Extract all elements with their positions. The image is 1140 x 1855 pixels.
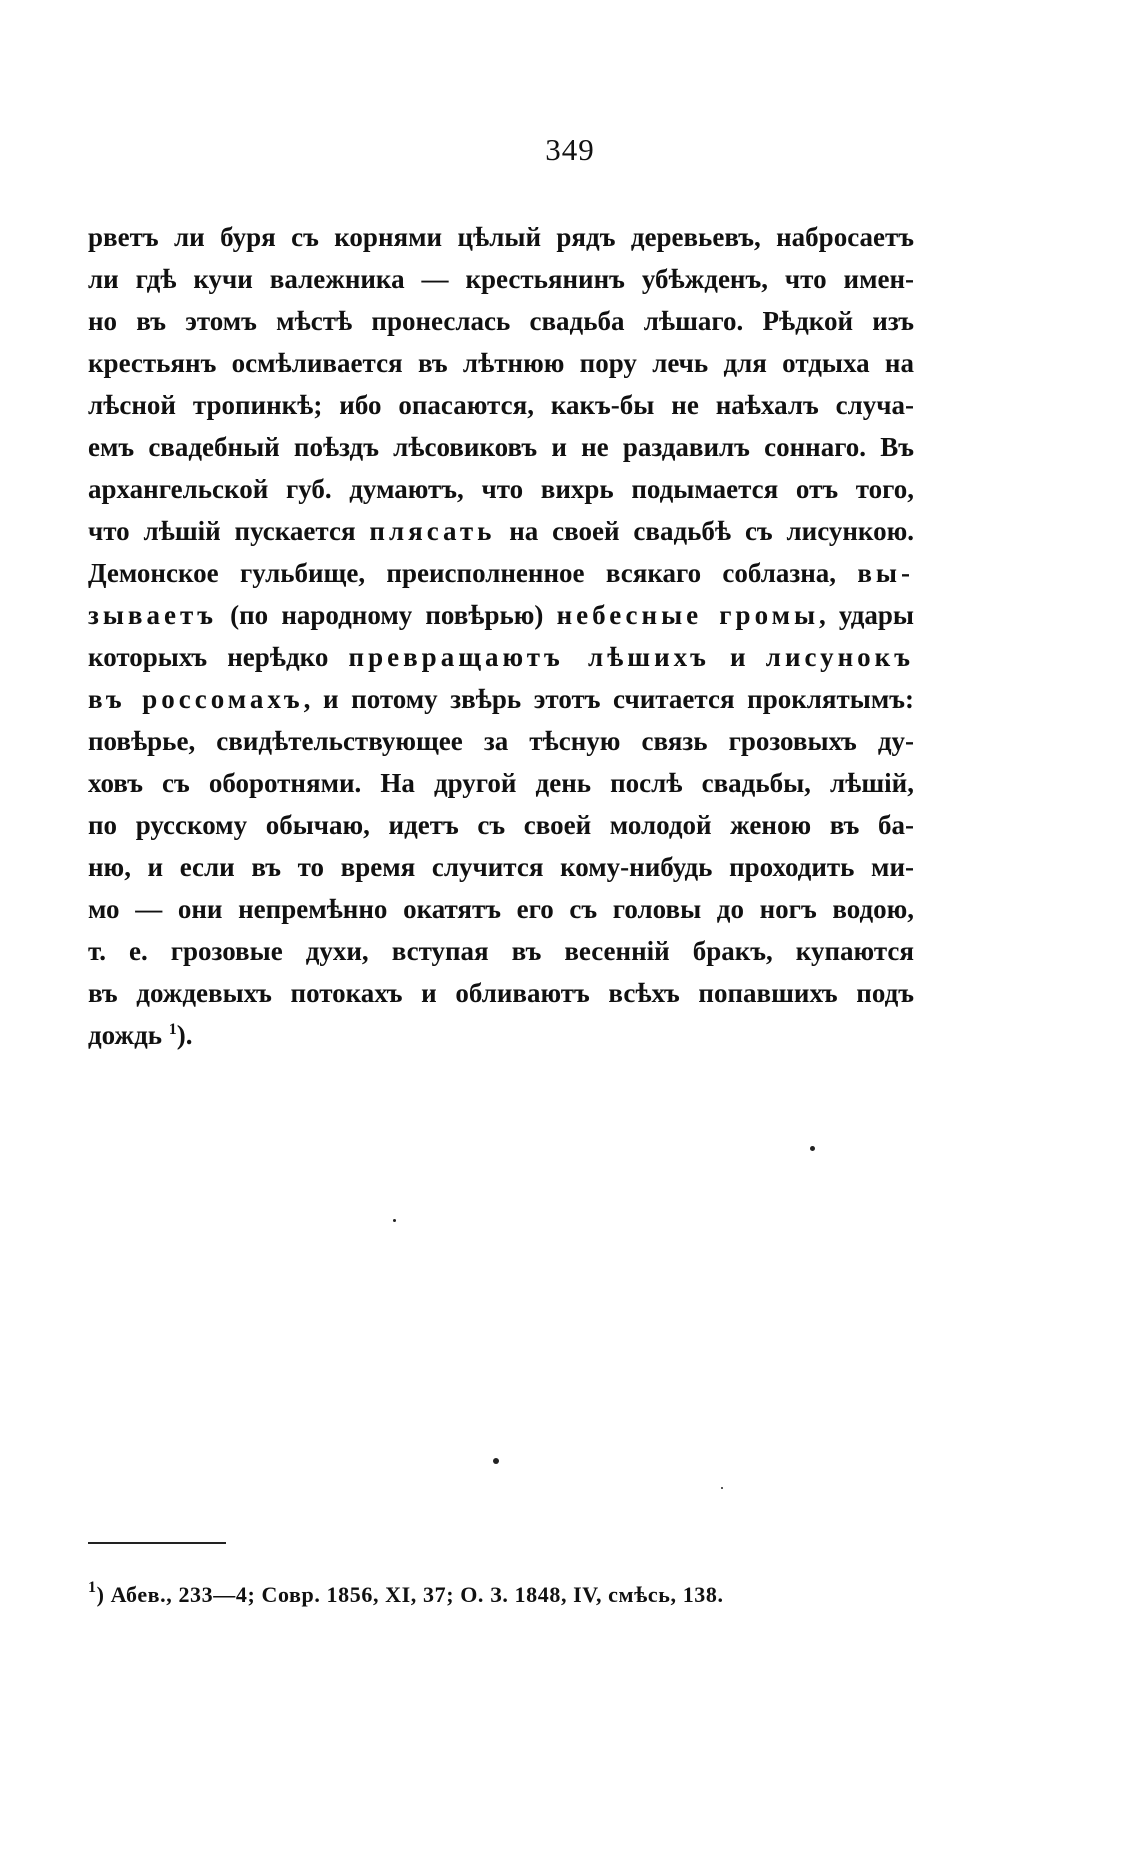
text-segment: и bbox=[709, 642, 766, 672]
text-line: т. е. грозовые духи, вступая въ весенній бракъ, купаются bbox=[88, 936, 914, 966]
body-text bbox=[88, 216, 914, 1056]
text-line: ню, и если въ то время случится кому-нибудь проходить ми- bbox=[88, 852, 914, 882]
text-segment: что лѣшій пускается bbox=[88, 516, 370, 546]
text-line: но въ этомъ мѣстѣ пронеслась свадьба лѣшаго. Рѣдкой изъ bbox=[88, 306, 914, 336]
text-line: рветъ ли буря съ корнями цѣлый рядъ деревьевъ, набросаетъ bbox=[88, 222, 914, 252]
text-line bbox=[88, 552, 914, 594]
spaced-emphasis: небесные громы bbox=[556, 600, 820, 630]
text-segment: , и потому звѣрь этотъ считается проклятымъ: bbox=[303, 684, 914, 714]
text-line: архангельской губ. думаютъ, что вихрь подымается отъ того, bbox=[88, 474, 914, 504]
text-line: емъ свадебный поѣздъ лѣсовиковъ и не раздавилъ соннаго. Въ bbox=[88, 432, 914, 462]
footnote-text: ) Абев., 233—4; Совр. 1856, XI, 37; О. З. 1848, IV, смѣсь, 138. bbox=[96, 1582, 724, 1607]
ink-speck bbox=[493, 1458, 499, 1464]
spaced-emphasis: плясать bbox=[369, 516, 496, 546]
text-line: лѣсной тропинкѣ; ибо опасаются, какъ-бы не наѣхалъ случа- bbox=[88, 390, 914, 420]
spaced-emphasis: лисунокъ bbox=[765, 642, 914, 672]
text-line: ховъ съ оборотнями. На другой день послѣ свадьбы, лѣшій, bbox=[88, 768, 914, 798]
text-line bbox=[88, 636, 914, 678]
text-line: въ дождевыхъ потокахъ и обливаютъ всѣхъ попавшихъ подъ bbox=[88, 978, 914, 1008]
ink-speck bbox=[810, 1146, 815, 1151]
text-line bbox=[88, 510, 914, 552]
page-number: 349 bbox=[545, 132, 595, 167]
text-segment: Демонское гульбище, преисполненное всякаго соблазна, bbox=[88, 558, 858, 588]
text-line bbox=[88, 594, 914, 636]
text-line: мо — они непремѣнно окатятъ его съ головы до ногъ водою, bbox=[88, 894, 914, 924]
spaced-emphasis: зываетъ bbox=[88, 600, 217, 630]
text-line: повѣрье, свидѣтельствующее за тѣсную связь грозовыхъ ду- bbox=[88, 726, 914, 756]
spaced-emphasis: въ россомахъ bbox=[88, 684, 304, 714]
footnote-divider bbox=[88, 1542, 226, 1544]
text-line bbox=[88, 1014, 914, 1056]
text-line: ли гдѣ кучи валежника — крестьянинъ убѣжденъ, что имен- bbox=[88, 264, 914, 294]
text-line: крестьянъ осмѣливается въ лѣтнюю пору лечь для отдыха на bbox=[88, 348, 914, 378]
spaced-emphasis: вы- bbox=[857, 558, 914, 588]
text-line bbox=[88, 678, 914, 720]
ink-speck bbox=[393, 1219, 396, 1222]
text-segment: которыхъ нерѣдко bbox=[88, 642, 349, 672]
spaced-emphasis: превращаютъ лѣшихъ bbox=[348, 642, 710, 672]
ink-speck bbox=[721, 1487, 723, 1489]
text-segment: , удары bbox=[819, 600, 914, 630]
footnote-reference: 1 bbox=[168, 1021, 177, 1038]
footnote bbox=[88, 1579, 928, 1608]
text-segment: ). bbox=[176, 1020, 193, 1050]
footnote-marker: 1 bbox=[88, 1579, 97, 1596]
text-segment: на своей свадьбѣ съ лисункою. bbox=[495, 516, 914, 546]
text-segment: дождь bbox=[88, 1020, 169, 1050]
text-line: по русскому обычаю, идетъ съ своей молодой женою въ ба- bbox=[88, 810, 914, 840]
text-segment: (по народному повѣрью) bbox=[217, 600, 557, 630]
